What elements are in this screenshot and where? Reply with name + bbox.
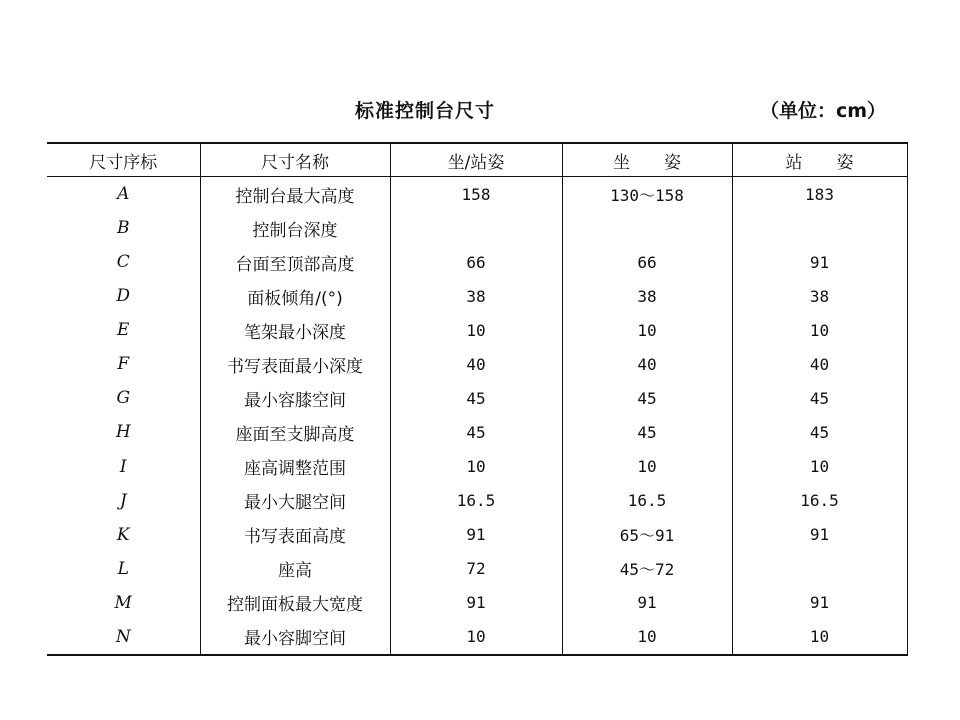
- cell-seq: A: [47, 177, 200, 212]
- cell-name: 最小容脚空间: [200, 620, 390, 655]
- header-sit: 坐 姿: [562, 143, 732, 177]
- cell-sit: 38: [562, 279, 732, 313]
- cell-seq: F: [47, 347, 200, 381]
- cell-sit: 65～91: [562, 518, 732, 552]
- cell-stand: [732, 211, 907, 245]
- cell-stand: 91: [732, 245, 907, 279]
- cell-sit-stand: [390, 211, 562, 245]
- unit-label: （单位：cm）: [760, 100, 887, 122]
- cell-seq: I: [47, 450, 200, 484]
- cell-name: 座面至支脚高度: [200, 415, 390, 449]
- table-row: [47, 245, 907, 279]
- cell-seq: B: [47, 211, 200, 245]
- cell-stand: 91: [732, 518, 907, 552]
- cell-stand: 183: [732, 177, 907, 212]
- cell-sit: 130～158: [562, 177, 732, 212]
- cell-seq: D: [47, 279, 200, 313]
- cell-sit-stand: 45: [390, 381, 562, 415]
- cell-sit: 66: [562, 245, 732, 279]
- table-row: [47, 313, 907, 347]
- table-title: 标准控制台尺寸: [355, 100, 496, 122]
- table-row: [47, 586, 907, 620]
- cell-seq: N: [47, 620, 200, 655]
- cell-sit-stand: 10: [390, 450, 562, 484]
- cell-seq: M: [47, 586, 200, 620]
- cell-seq: J: [47, 484, 200, 518]
- cell-stand: 10: [732, 313, 907, 347]
- cell-sit: 10: [562, 620, 732, 655]
- cell-name: 座高调整范围: [200, 450, 390, 484]
- cell-stand: [732, 552, 907, 586]
- cell-stand: 10: [732, 450, 907, 484]
- header-sit-stand: 坐/站姿: [390, 143, 562, 177]
- cell-stand: 38: [732, 279, 907, 313]
- cell-seq: C: [47, 245, 200, 279]
- cell-sit: 10: [562, 450, 732, 484]
- cell-stand: 45: [732, 381, 907, 415]
- table-row: [47, 347, 907, 381]
- header-name: 尺寸名称: [200, 143, 390, 177]
- cell-sit: 91: [562, 586, 732, 620]
- table-row: [47, 415, 907, 449]
- cell-sit-stand: 158: [390, 177, 562, 212]
- cell-stand: 40: [732, 347, 907, 381]
- table-row: [47, 211, 907, 245]
- cell-stand: 45: [732, 415, 907, 449]
- cell-sit: 45: [562, 415, 732, 449]
- cell-name: 书写表面最小深度: [200, 347, 390, 381]
- cell-sit-stand: 38: [390, 279, 562, 313]
- cell-name: 控制台最大高度: [200, 177, 390, 212]
- table-row: [47, 484, 907, 518]
- cell-seq: K: [47, 518, 200, 552]
- cell-seq: E: [47, 313, 200, 347]
- table-row: [47, 620, 907, 655]
- table-body: [47, 177, 907, 656]
- cell-seq: G: [47, 381, 200, 415]
- cell-sit-stand: 16.5: [390, 484, 562, 518]
- cell-sit: 10: [562, 313, 732, 347]
- cell-seq: L: [47, 552, 200, 586]
- cell-sit-stand: 40: [390, 347, 562, 381]
- cell-name: 面板倾角/(°): [200, 279, 390, 313]
- dimension-table: [47, 142, 907, 656]
- cell-sit: 40: [562, 347, 732, 381]
- cell-sit-stand: 91: [390, 518, 562, 552]
- table-row: [47, 279, 907, 313]
- cell-stand: 16.5: [732, 484, 907, 518]
- cell-sit-stand: 10: [390, 620, 562, 655]
- table-row: [47, 381, 907, 415]
- header-stand: 站 姿: [732, 143, 907, 177]
- cell-sit-stand: 91: [390, 586, 562, 620]
- cell-name: 控制面板最大宽度: [200, 586, 390, 620]
- cell-stand: 91: [732, 586, 907, 620]
- cell-sit: 45: [562, 381, 732, 415]
- cell-name: 最小大腿空间: [200, 484, 390, 518]
- cell-stand: 10: [732, 620, 907, 655]
- cell-name: 控制台深度: [200, 211, 390, 245]
- cell-sit: [562, 211, 732, 245]
- cell-name: 笔架最小深度: [200, 313, 390, 347]
- cell-name: 台面至顶部高度: [200, 245, 390, 279]
- cell-name: 最小容膝空间: [200, 381, 390, 415]
- cell-name: 书写表面高度: [200, 518, 390, 552]
- table-row: [47, 518, 907, 552]
- cell-sit-stand: 66: [390, 245, 562, 279]
- cell-name: 座高: [200, 552, 390, 586]
- cell-seq: H: [47, 415, 200, 449]
- cell-sit: 45～72: [562, 552, 732, 586]
- cell-sit-stand: 72: [390, 552, 562, 586]
- cell-sit-stand: 10: [390, 313, 562, 347]
- header-row: [47, 143, 907, 177]
- header-seq: 尺寸序标: [47, 143, 200, 177]
- table-row: [47, 552, 907, 586]
- cell-sit: 16.5: [562, 484, 732, 518]
- table-row: [47, 450, 907, 484]
- table-row: [47, 177, 907, 212]
- cell-sit-stand: 45: [390, 415, 562, 449]
